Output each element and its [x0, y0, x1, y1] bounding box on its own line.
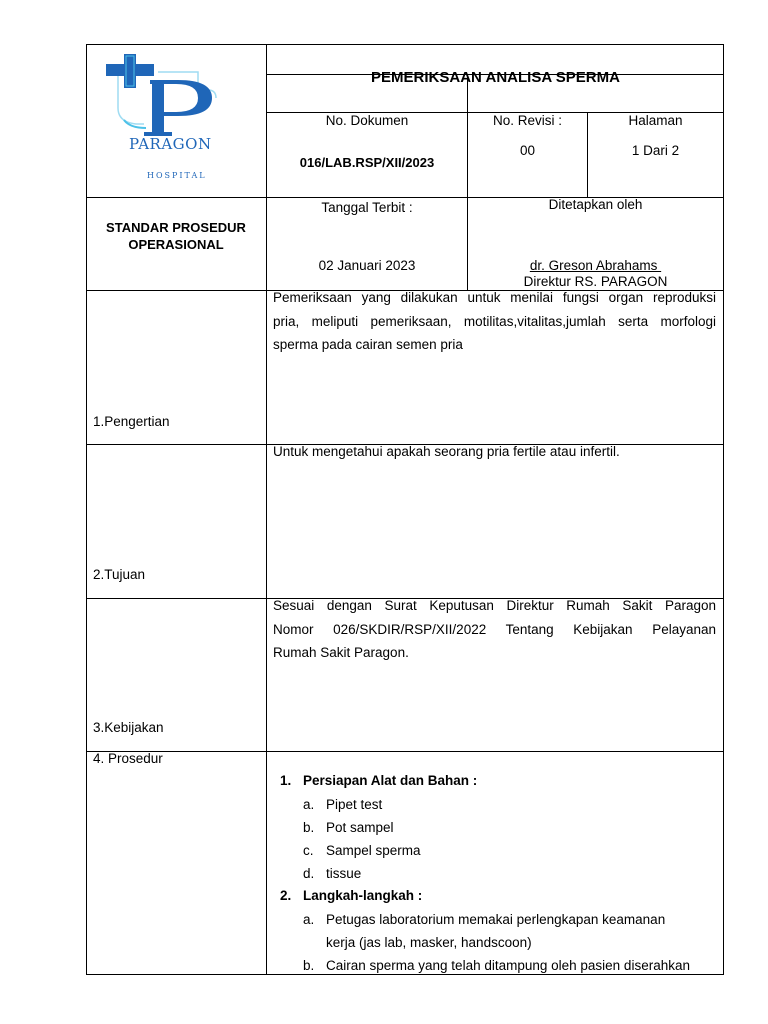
list-item-letter: b. [303, 958, 315, 973]
kebijakan-line: Sesuai dengan Surat Keputusan Direktur Rumah Sakit Paragon [273, 598, 716, 613]
page-value: 1 Dari 2 [631, 143, 680, 158]
kebijakan-line: Rumah Sakit Paragon. [273, 645, 409, 660]
list-item-letter: a. [303, 912, 315, 927]
approver-title: Direktur RS. PARAGON [523, 274, 668, 289]
pengertian-text [273, 286, 716, 357]
step-title: Langkah-langkah : [303, 888, 423, 903]
revision-value: 00 [519, 143, 536, 158]
list-item-letter: d. [303, 866, 315, 881]
pengertian-line: pria, meliputi pemeriksaan, motilitas,vitalitas,jumlah serta morfologi [273, 313, 716, 329]
list-item: Petugas laboratorium memakai perlengkapan keamanan [326, 912, 666, 927]
page-label: Halaman [628, 113, 683, 128]
issue-date-label: Tanggal Terbit : [321, 200, 413, 215]
revision-label: No. Revisi : [492, 113, 563, 128]
step-number: 2. [280, 888, 292, 903]
list-item: Pot sampel [326, 820, 394, 835]
hospital-logo [100, 50, 250, 190]
kebijakan-text [273, 594, 716, 665]
step-title: Persiapan Alat dan Bahan : [303, 773, 478, 788]
document-title: PEMERIKSAAN ANALISA SPERMA [371, 69, 620, 86]
list-item: Pipet test [326, 797, 383, 812]
section-label-kebijakan: 3.Kebijakan [93, 720, 164, 735]
doc-number-label: No. Dokumen [325, 113, 409, 128]
list-item: tissue [326, 866, 362, 881]
list-item-continued: kerja (jas lab, masker, handscoon) [326, 935, 532, 950]
approved-by-label: Ditetapkan oleh [548, 197, 643, 212]
approver-name: dr. Greson Abrahams [529, 258, 662, 273]
logo-subtitle: HOSPITAL [147, 171, 207, 180]
section-label-prosedur: 4. Prosedur [93, 751, 163, 766]
section-label-pengertian: 1.Pengertian [93, 414, 170, 429]
sop-title-line1: STANDAR PROSEDUR [106, 220, 246, 235]
sop-title-line2: OPERASIONAL [128, 237, 224, 252]
list-item: Cairan sperma yang telah ditampung oleh pasien diserahkan [326, 958, 690, 973]
kebijakan-line: Nomor 026/SKDIR/RSP/XII/2022 Tentang Kebijakan Pelayanan [273, 621, 716, 637]
section-label-tujuan: 2.Tujuan [93, 567, 146, 582]
pengertian-line: Pemeriksaan yang dilakukan untuk menilai fungsi organ reproduksi [273, 290, 716, 305]
list-item: Sampel sperma [326, 843, 421, 858]
step-number: 1. [280, 773, 292, 788]
logo-name: PARAGON [129, 135, 212, 153]
issue-date-value: 02 Januari 2023 [318, 258, 416, 273]
list-item-letter: a. [303, 797, 315, 812]
doc-number-value: 016/LAB.RSP/XII/2023 [299, 155, 435, 170]
tujuan-text: Untuk mengetahui apakah seorang pria fertile atau infertil. [273, 444, 620, 459]
pengertian-line: sperma pada cairan semen pria [273, 337, 463, 352]
list-item-letter: b. [303, 820, 315, 835]
list-item-letter: c. [303, 843, 314, 858]
